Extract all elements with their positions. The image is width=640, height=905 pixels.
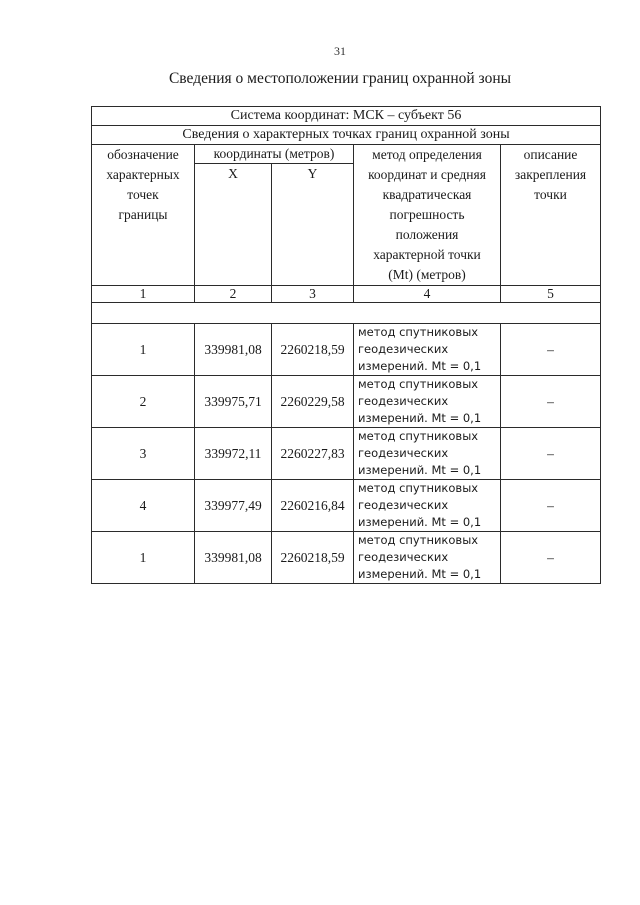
header-y: Y	[272, 164, 354, 286]
description-cell: –	[501, 428, 601, 480]
table-row	[92, 324, 601, 376]
point-cell: 2	[92, 376, 195, 428]
point-cell: 4	[92, 480, 195, 532]
method-line: метод спутниковых	[358, 429, 479, 443]
x-cell: 339975,71	[195, 376, 272, 428]
x-cell: 339981,08	[195, 532, 272, 584]
header-method-line: (Mt) (метров)	[388, 267, 466, 282]
point-cell: 1	[92, 324, 195, 376]
header-method	[354, 145, 501, 286]
x-cell: 339977,49	[195, 480, 272, 532]
coordinate-system-row	[92, 107, 601, 126]
document-title: Сведения о местоположении границ охранной зоны	[168, 70, 512, 87]
header-description-line: описание	[523, 147, 578, 162]
method-cell	[354, 428, 501, 480]
y-cell: 2260218,59	[272, 324, 354, 376]
method-line: геодезических	[358, 342, 449, 356]
header-method-line: метод определения	[372, 147, 482, 162]
method-cell	[354, 324, 501, 376]
y-cell: 2260218,59	[272, 532, 354, 584]
point-cell: 3	[92, 428, 195, 480]
header-method-line: положения	[395, 227, 459, 242]
header-method-line: характерной точки	[373, 247, 481, 262]
section-title-row	[92, 126, 601, 145]
method-line: геодезических	[358, 550, 449, 564]
header-designation-line: точек	[127, 187, 159, 202]
header-method-line: координат и средняя	[368, 167, 486, 182]
column-number: 3	[272, 286, 354, 303]
spacer-row	[92, 303, 601, 324]
description-cell: –	[501, 324, 601, 376]
method-line: геодезических	[358, 394, 449, 408]
column-number: 1	[92, 286, 195, 303]
column-number: 5	[501, 286, 601, 303]
header-method-line: погрешность	[389, 207, 465, 222]
spacer-cell	[92, 303, 601, 324]
method-line: геодезических	[358, 446, 449, 460]
method-cell	[354, 532, 501, 584]
method-line: метод спутниковых	[358, 325, 479, 339]
method-line: метод спутниковых	[358, 533, 479, 547]
method-line: метод спутниковых	[358, 481, 479, 495]
method-line: метод спутниковых	[358, 377, 479, 391]
header-designation	[92, 145, 195, 286]
y-cell: 2260227,83	[272, 428, 354, 480]
header-designation-line: обозначение	[107, 147, 179, 162]
table-row	[92, 480, 601, 532]
method-line: измерений. Mt = 0,1	[358, 359, 482, 373]
description-cell: –	[501, 532, 601, 584]
header-designation-line: границы	[118, 207, 168, 222]
x-cell: 339981,08	[195, 324, 272, 376]
header-designation-line: характерных	[106, 167, 180, 182]
column-number: 2	[195, 286, 272, 303]
header-method-line: квадратическая	[382, 187, 472, 202]
section-title-cell: Сведения о характерных точках границ охранной зоны	[92, 126, 601, 145]
description-cell: –	[501, 376, 601, 428]
header-description-line: закрепления	[514, 167, 587, 182]
point-cell: 1	[92, 532, 195, 584]
table-row	[92, 428, 601, 480]
header-coordinates-group: координаты (метров)	[195, 145, 354, 164]
y-cell: 2260229,58	[272, 376, 354, 428]
header-description-line: точки	[534, 187, 567, 202]
header-x: X	[195, 164, 272, 286]
column-number-row	[92, 286, 601, 303]
method-line: геодезических	[358, 498, 449, 512]
boundary-points-table	[91, 106, 601, 584]
table-row	[92, 532, 601, 584]
coordinate-system-cell: Система координат: МСК – субъект 56	[92, 107, 601, 126]
method-line: измерений. Mt = 0,1	[358, 567, 482, 581]
method-line: измерений. Mt = 0,1	[358, 463, 482, 477]
column-number: 4	[354, 286, 501, 303]
method-cell	[354, 376, 501, 428]
y-cell: 2260216,84	[272, 480, 354, 532]
method-cell	[354, 480, 501, 532]
description-cell: –	[501, 480, 601, 532]
method-line: измерений. Mt = 0,1	[358, 411, 482, 425]
x-cell: 339972,11	[195, 428, 272, 480]
header-description	[501, 145, 601, 286]
page-number: 31	[334, 44, 346, 58]
table-row	[92, 376, 601, 428]
method-line: измерений. Mt = 0,1	[358, 515, 482, 529]
header-row	[92, 145, 601, 164]
